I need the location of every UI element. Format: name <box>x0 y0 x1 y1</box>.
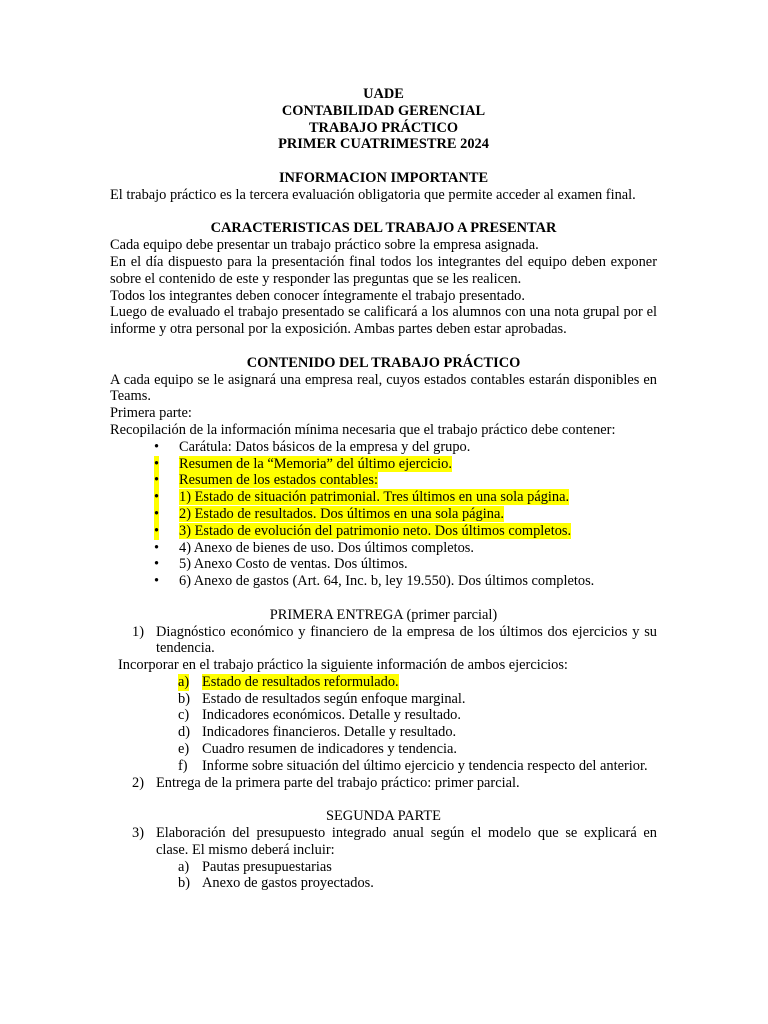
list-item: b) Estado de resultados según enfoque marginal. <box>178 690 466 707</box>
list-item: a) Pautas presupuestarias <box>178 858 332 875</box>
contenido-heading: CONTENIDO DEL TRABAJO PRÁCTICO <box>246 354 521 371</box>
incorporar-text: Incorporar en el trabajo práctico la siguiente información de ambos ejercicios: <box>118 657 568 674</box>
title-institution: UADE <box>363 86 404 102</box>
list-item: • 3) Estado de evolución del patrimonio neto. Dos últimos completos. <box>154 522 572 539</box>
contenido-bullet-list <box>110 439 657 590</box>
contenido-p1: A cada equipo se le asignará una empresa real, cuyos estados contables estarán disponibles en Teams. <box>110 371 657 405</box>
bullet-icon: • <box>154 539 160 556</box>
list-item: • Resumen de la “Memoria” del último ejercicio. <box>154 455 452 472</box>
bullet-icon: • <box>154 522 160 539</box>
title-term: PRIMER CUATRIMESTRE 2024 <box>278 136 489 153</box>
list-item: b) Anexo de gastos proyectados. <box>178 875 374 892</box>
list-item: • 6) Anexo de gastos (Art. 64, Inc. b, ley 19.550). Dos últimos completos. <box>154 573 595 590</box>
caracteristicas-heading: CARACTERISTICAS DEL TRABAJO A PRESENTAR <box>210 220 557 237</box>
list-item: • 5) Anexo Costo de ventas. Dos últimos. <box>154 556 408 573</box>
list-item: e) Cuadro resumen de indicadores y tendencia. <box>178 741 457 758</box>
contenido-p2: Primera parte: <box>110 405 192 422</box>
list-item: • Carátula: Datos básicos de la empresa y del grupo. <box>154 438 471 455</box>
bullet-icon: • <box>154 472 160 489</box>
segunda-parte-heading: SEGUNDA PARTE <box>326 808 441 825</box>
bullet-icon: • <box>154 438 160 455</box>
list-item: • 2) Estado de resultados. Dos últimos en una sola página. <box>154 505 504 522</box>
title-assignment: TRABAJO PRÁCTICO <box>308 119 459 136</box>
caracteristicas-p3: Todos los integrantes deben conocer íntegramente el trabajo presentado. <box>110 287 525 304</box>
page-content <box>110 86 657 892</box>
bullet-icon: • <box>154 505 160 522</box>
list-item: f) Informe sobre situación del último ejercicio y tendencia respecto del anterior. <box>178 757 648 774</box>
list-item: d) Indicadores financieros. Detalle y resultado. <box>178 724 457 741</box>
bullet-icon: • <box>154 455 160 472</box>
list-item: • Resumen de los estados contables: <box>154 472 379 489</box>
bullet-icon: • <box>154 489 160 506</box>
list-item: • 1) Estado de situación patrimonial. Tres últimos en una sola página. <box>154 489 570 506</box>
list-item: c) Indicadores económicos. Detalle y resultado. <box>178 707 461 724</box>
title-course: CONTABILIDAD GERENCIAL <box>281 102 486 119</box>
bullet-icon: • <box>154 556 160 573</box>
numbered-item-3: 3) Elaboración del presupuesto integrado anual según el modelo que se explicará en clase. El mismo deberá incluir: <box>132 825 657 858</box>
info-text: El trabajo práctico es la tercera evaluación obligatoria que permite acceder al examen final. <box>110 186 636 203</box>
numbered-item-2: 2) Entrega de la primera parte del trabajo práctico: primer parcial. <box>132 774 520 791</box>
bullet-icon: • <box>154 573 160 590</box>
list-item: a) Estado de resultados reformulado. <box>178 673 399 690</box>
caracteristicas-p2: En el día dispuesto para la presentación final todos los integrantes del equipo deben exponer sobre el contenido de este y responder las preguntas que se les realicen. <box>110 253 657 287</box>
list-item: • 4) Anexo de bienes de uso. Dos últimos completos. <box>154 539 474 556</box>
info-heading: INFORMACION IMPORTANTE <box>278 169 489 186</box>
numbered-item-1: 1) Diagnóstico económico y financiero de la empresa de los últimos dos ejercicios y su tendencia. <box>132 623 657 657</box>
contenido-p3: Recopilación de la información mínima necesaria que el trabajo práctico debe contener: <box>110 421 616 438</box>
caracteristicas-p4: Luego de evaluado el trabajo presentado se calificará a los alumnos con una nota grupal por el informe y otra personal por la exposición. Ambas partes deben estar aprobadas. <box>110 304 657 338</box>
primera-entrega-heading: PRIMERA ENTREGA (primer parcial) <box>269 606 498 623</box>
caracteristicas-p1: Cada equipo debe presentar un trabajo práctico sobre la empresa asignada. <box>110 237 539 254</box>
